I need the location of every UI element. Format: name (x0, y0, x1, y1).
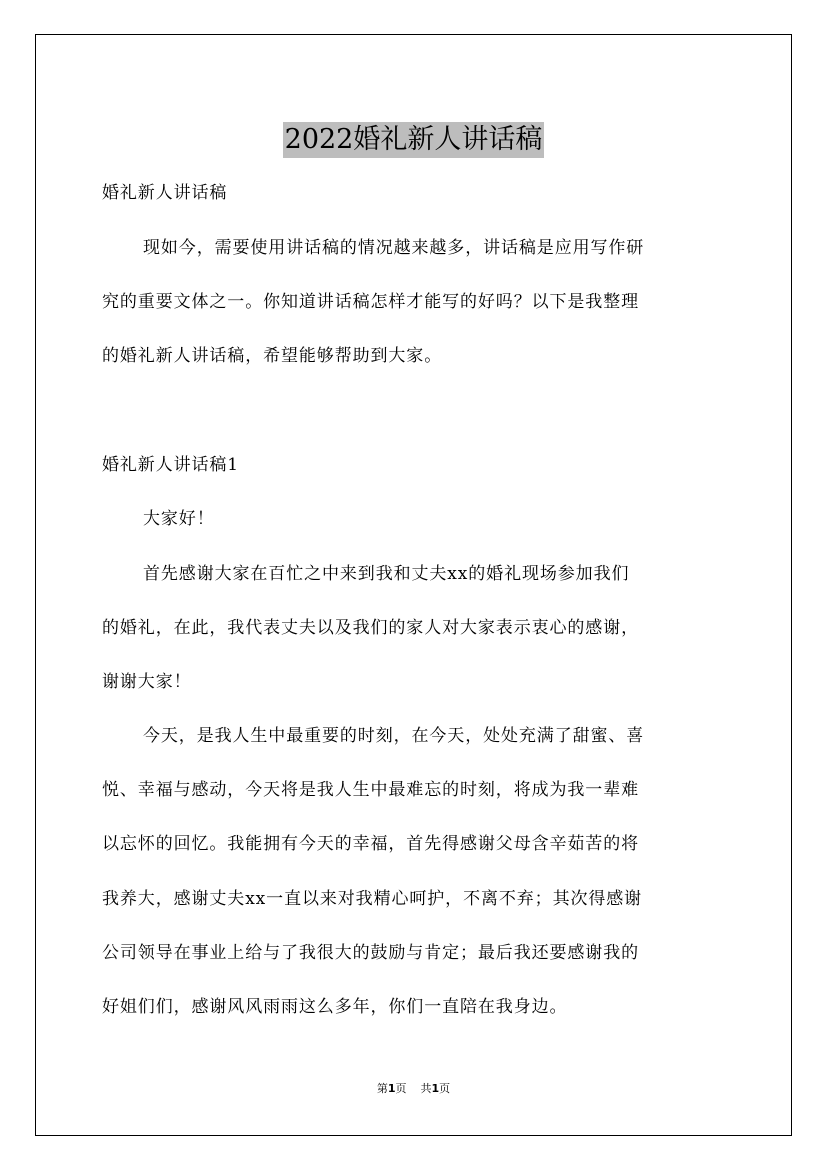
greeting: 大家好！ (143, 509, 215, 529)
para2-line-2: 悦、幸福与感动，今天将是我人生中最难忘的时刻，将成为我一辈难 (102, 780, 639, 800)
intro-line-1: 现如今，需要使用讲话稿的情况越来越多，讲话稿是应用写作研 (143, 238, 645, 258)
para2-line-3: 以忘怀的回忆。我能拥有今天的幸福，首先得感谢父母含辛茹苦的将 (102, 834, 639, 854)
footer-page-suffix: 页 (395, 1082, 407, 1095)
footer-total-suffix: 页 (439, 1082, 451, 1095)
para2-line-1: 今天，是我人生中最重要的时刻，在今天，处处充满了甜蜜、喜 (143, 726, 645, 746)
para2-line-4: 我养大，感谢丈夫xx一直以来对我精心呵护，不离不弃；其次得感谢 (102, 889, 643, 909)
para2-line-5: 公司领导在事业上给与了我很大的鼓励与肯定；最后我还要感谢我的 (102, 943, 639, 963)
intro-line-3: 的婚礼新人讲话稿，希望能够帮助到大家。 (102, 346, 443, 366)
footer-page-number: 1 (387, 1082, 396, 1095)
intro-line-2: 究的重要文体之一。你知道讲话稿怎样才能写的好吗？以下是我整理 (102, 292, 639, 312)
footer-page-prefix: 第 (376, 1082, 388, 1095)
para1-line-3: 谢谢大家！ (102, 672, 192, 692)
section-heading: 婚礼新人讲话稿1 (102, 455, 240, 475)
document-title: 2022婚礼新人讲话稿 (283, 122, 545, 158)
title-container (0, 104, 827, 176)
footer-total-number: 1 (431, 1082, 440, 1095)
footer-total-prefix: 共 (420, 1082, 432, 1095)
page-footer (0, 1082, 827, 1096)
document-subtitle: 婚礼新人讲话稿 (102, 183, 228, 203)
para1-line-2: 的婚礼，在此，我代表丈夫以及我们的家人对大家表示衷心的感谢， (102, 618, 639, 638)
para2-line-6: 好姐们们，感谢风风雨雨这么多年，你们一直陪在我身边。 (102, 997, 568, 1017)
para1-line-1: 首先感谢大家在百忙之中来到我和丈夫xx的婚礼现场参加我们 (143, 564, 630, 584)
